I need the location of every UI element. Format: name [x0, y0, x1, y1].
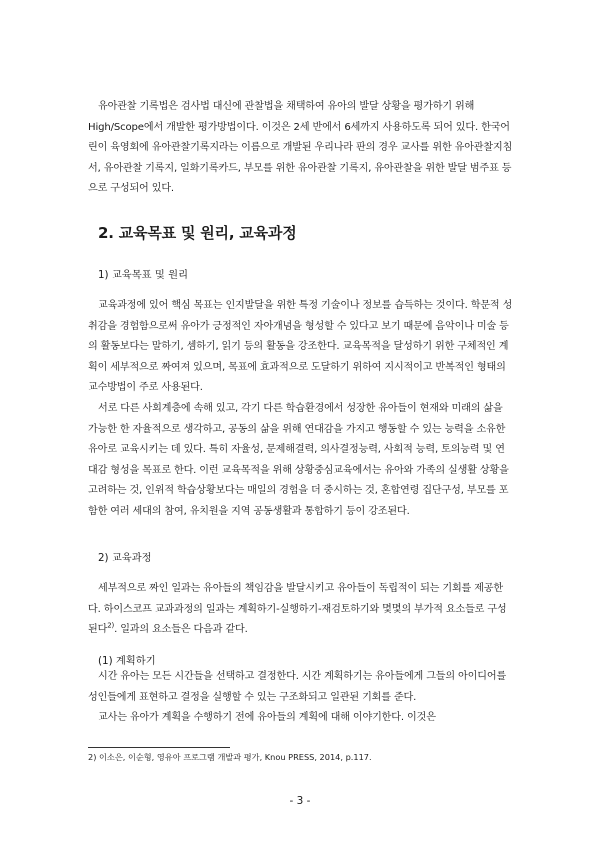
- section-heading: 2. 교육목표 및 원리, 교육과정: [98, 224, 297, 242]
- goals-body: [88, 296, 513, 523]
- goals-paragraph-1: 교육과정에 있어 핵심 목표는 인지발달을 위한 특정 기술이나 정보를 습득하는 것이다. 학문적 성취감을 경험함으로써 유아가 긍정적인 자아개념을 형성할 수 있다고 보기 때문에 음악이나 미술 등의 활동보다는 말하기, 셈하기, 읽기 등의 활동을 강조한다. 교육목적을 달성하기 위한 구체적인 계획이 세부적으로 짜여져 있으며, 목표에 효과적으로 도달하기 위하여 지시적이고 반복적인 형태의 교수방법이 주로 사용된다.: [88, 300, 513, 394]
- page-number: - 3 -: [289, 795, 311, 807]
- curriculum-text: 세부적으로 짜인 일과는 유아들의 책임감을 발달시키고 유아들이 독립적이 되는 기회를 제공한다. 하이스코프 교과과정의 일과는 계획하기-실행하기-재검토하기와 몇몇의 부가적 요소들로 구성된다: [88, 583, 507, 636]
- planning-paragraph-1: 시간 유아는 모든 시간들을 선택하고 결정한다. 시간 계획하기는 유아들에게 그들의 아이디어를 성인들에게 표현하고 결정을 실행할 수 있는 구조화되고 일관된 기회를 준다.: [88, 671, 507, 703]
- footnote-marker: 2): [107, 621, 115, 630]
- item-title-planning: (1) 계획하기: [98, 655, 156, 667]
- planning-paragraph-2: 교사는 유아가 계획을 수행하기 전에 유아들의 계획에 대해 이야기한다. 이것은: [98, 712, 436, 724]
- intro-text: 유아관찰 기록법은 검사법 대신에 관찰법을 채택하여 유아의 발달 상황을 평가하기 위해 High/Scope에서 개발한 평가방법이다. 이것은 2세 반에서 6세까지 사용하도록 되어 있다. 한국어린이 육영회에 유아관찰기록지라는 이름으로 개발된 우리나라 판의 경우 교사를 위한 유아관찰지침서, 유아관찰 기록지, 일화기록카드, 부모를 위한 유아관찰 기록지, 유아관찰을 위한 발달 범주표 등으로 구성되어 있다.: [88, 101, 513, 195]
- subsection-title-goals: 1) 교육목표 및 원리: [98, 269, 189, 281]
- intro-paragraph: [88, 97, 513, 200]
- footnote: 2) 이소은, 이순형, 영유아 프로그램 개발과 평가, Knou PRESS, 2014, p.117.: [88, 752, 372, 762]
- curriculum-text-tail: . 일과의 요소들은 다음과 같다.: [114, 624, 248, 636]
- subsection-title-curriculum: 2) 교육과정: [98, 552, 152, 564]
- curriculum-paragraph: [88, 579, 513, 641]
- footnote-divider: [88, 747, 230, 748]
- planning-body: [88, 667, 513, 729]
- goals-paragraph-2: 서로 다른 사회계층에 속해 있고, 각기 다른 학습환경에서 성장한 유아들이 현재와 미래의 삶을 가능한 한 자율적으로 생각하고, 공동의 삶을 위해 연대감을 가지고 행동할 수 있는 능력을 소유한 유아로 교육시키는 데 있다. 특히 자율성, 문제해결력, 의사결정능력, 사회적 능력, 토의능력 및 연대감 형성을 목표로 한다. 이런 교육목적을 위해 상황중심교육에서는 유아와 가족의 실생활 상황을 고려하는 것, 인위적 학습상황보다는 매일의 경험을 더 중시하는 것, 혼합연령 집단구성, 부모를 포함한 여러 세대의 참여, 유치원을 지역 공동생활과 통합하기 등이 강조된다.: [88, 402, 509, 517]
- curriculum-body: [88, 579, 513, 641]
